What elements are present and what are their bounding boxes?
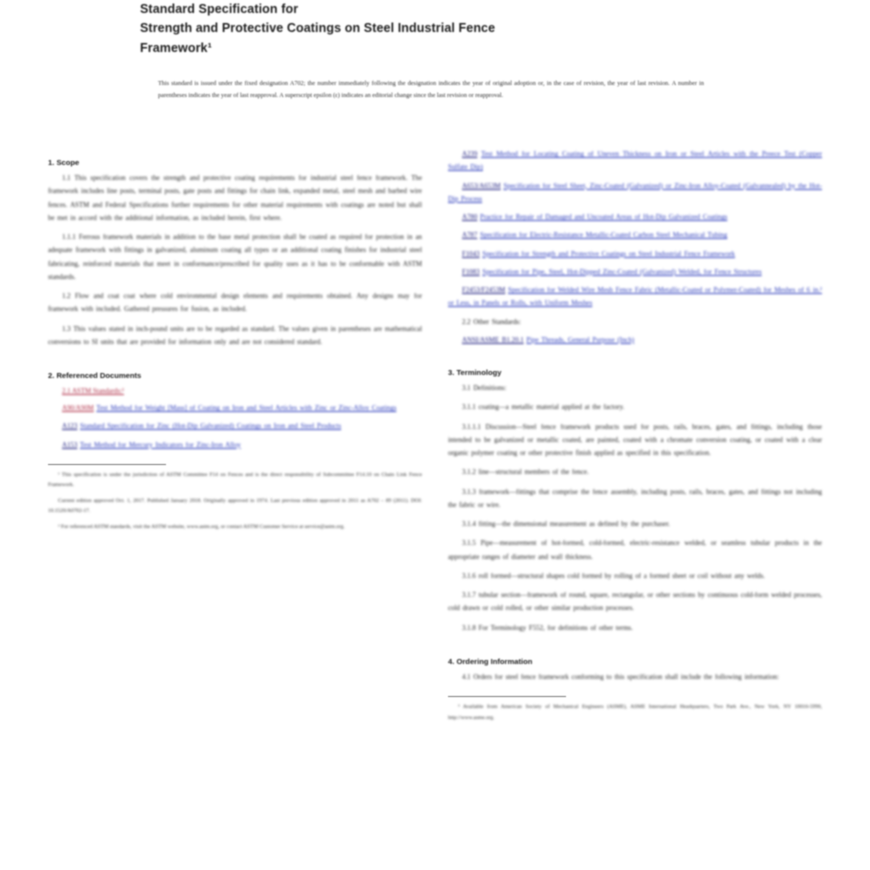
standard-designation-note: This standard is issued under the fixed designation A702; the number immediately following the designation indicates the year of original adoption or, in the case of revision, the year of last revision. A number in parentheses indicates the year of last reapproval. A superscript epsilon (ε) indicates an editorial change since the last revision or reapproval. — [158, 80, 704, 99]
paragraph: 3.1.2 line—structural members of the fence. — [462, 469, 589, 477]
paragraph: 3.1.6 roll formed—structural shapes cold formed by rolling of a formed sheet or coil without any welds. — [462, 572, 765, 580]
reference-item — [448, 148, 822, 175]
body-columns — [48, 148, 822, 860]
paragraph: 3.1.3 framework—fittings that comprise the fence assembly, including posts, rails, braces, gates, and fittings not including the fabric or wire. — [448, 488, 822, 509]
reference-id[interactable]: F2453/F2453M — [462, 287, 506, 294]
section-heading-referenced-documents: 2. Referenced Documents — [48, 371, 142, 380]
right-column — [448, 148, 822, 860]
title-line-1: Standard Specification for — [140, 2, 299, 16]
reference-title[interactable]: Standard Specification for Zinc (Hot-Dip Galvanized) Coatings on Iron and Steel Products — [80, 423, 342, 431]
spacer — [448, 641, 822, 647]
paragraph: 3.1 Definitions: — [462, 385, 507, 392]
paragraph: 3.1.1.1 Discussion—Steel fence framework products used for posts, rails, braces, gates, and fittings, including those intended to be galvanized or metallic coated, are painted, coated with a chromate conversion coating, or coated with a clear organic polymer coating or other protective finish applied as specified in this specification. — [448, 423, 822, 457]
reference-title[interactable]: Specification for Steel Sheet, Zinc-Coated (Galvanized) or Zinc-Iron Alloy-Coated (Galvannealed) by the Hot-Dip Process — [448, 182, 822, 203]
reference-id[interactable]: ANSI/ASME B1.20.1 — [462, 336, 524, 344]
reference-title[interactable]: Practice for Repair of Damaged and Uncoated Areas of Hot-Dip Galvanized Coatings — [480, 214, 728, 221]
reference-item — [448, 334, 822, 347]
reference-id[interactable]: A787 — [462, 232, 478, 240]
paragraph: 1.2 Flow and coat coat where cold environmental design elements and requirements obtained. Any designs may for framework with included. Gathered pressures for fusion, as included. — [48, 293, 422, 314]
paragraph: 3.1.7 tubular section—framework of round, square, rectangular, or other sections by continuous cold-form welded processes, cold drawn or cold rolled, or other similar production processes. — [448, 592, 822, 613]
spacer — [448, 352, 822, 358]
paragraph: 3.1.4 fitting—the dimensional measurement as defined by the purchaser. — [462, 521, 670, 528]
section-heading-ordering-information: 4. Ordering Information — [448, 656, 533, 666]
section-heading-scope: 1. Scope — [48, 158, 80, 167]
title-line-2: Strength and Protective Coatings on Steel Industrial Fence — [140, 21, 496, 36]
reference-item — [448, 229, 822, 242]
paragraph: 1.3 This values stated in inch-pound units are to be regarded as standard. The values given in parentheses are mathematical conversions to SI units that are provided for information only and are not considered standard. — [48, 325, 422, 346]
paragraph: 3.1.1 coating—a metallic material applied at the factory. — [462, 404, 625, 412]
reference-item — [48, 402, 422, 415]
reference-title[interactable]: Pipe Threads, General Purpose (Inch) — [526, 336, 635, 344]
reference-title[interactable]: Test Method for Mercury Indicators for Zinc-Iron Alloy — [79, 441, 241, 449]
reference-item — [48, 420, 422, 433]
reference-title[interactable]: Test Method for Weight [Mass] of Coating on Iron and Steel Articles with Zinc or Zinc-Alloy Coatings — [96, 405, 397, 413]
reference-title[interactable]: Test Method for Locating Coating of Uneven Thickness on Iron or Steel Articles with the Preece Test (Copper Sulfate Dip) — [448, 151, 822, 172]
reference-title[interactable]: Specification for Welded Wire Mesh Fence Fabric (Metallic-Coated or Polymer-Coated) for Meshes of 6 in.² or Less, in Panels or Rolls, with Uniform Meshes — [448, 287, 822, 308]
title-block — [140, 0, 712, 101]
left-column — [48, 148, 422, 860]
section-heading-terminology: 3. Terminology — [448, 368, 502, 377]
footnote-divider — [48, 464, 166, 465]
paragraph: 1.1 This specification covers the strength and protective coating requirements for industrial steel fence framework. The framework includes line posts, terminal posts, gate posts and fittings for chain link, expanded metal, steel mesh and barbed wire fences. ASTM and Federal Specifications further requirements for other material requirements with coatings are noted but shall be met in accord with the additional information, as included herein, first where. — [48, 175, 422, 222]
footnote: ¹ This specification is under the jurisdiction of ASTM Committee F14 on Fences and is the direct responsibility of Subcommittee F14.10 on Chain Link Fence Framework. — [48, 471, 422, 489]
footnote: Current edition approved Oct. 1, 2017. Published January 2018. Originally approved in 1974. Last previous edition approved in 2011 as A702 – 89 (2011). DOI: 10.1520/A0702-17. — [48, 497, 422, 515]
reference-title[interactable]: Specification for Pipe, Steel, Hot-Dipped Zinc-Coated (Galvanized) Welded, for Fence Structures — [482, 268, 762, 276]
reference-id[interactable]: A239 — [462, 151, 478, 158]
reference-item — [448, 248, 822, 261]
reference-id[interactable]: F1083 — [462, 268, 480, 276]
reference-item — [448, 211, 822, 224]
paragraph: 3.1.5 Pipe—measurement of hot-formed, cold-formed, electric-resistance welded, or seamless tubular products in the appropriate ranges of diameter and wall thickness. — [448, 540, 822, 561]
paragraph: 4.1 Orders for steel fence framework conforming to this specification shall include the following information: — [462, 673, 779, 681]
footnote: ² For referenced ASTM standards, visit the ASTM website, www.astm.org, or contact ASTM Customer Service at service@astm.org. — [58, 523, 345, 530]
reference-id[interactable]: A653/A653M — [462, 182, 501, 190]
paragraph: 3.1.8 For Terminology F552, for definitions of other terms. — [462, 624, 633, 632]
reference-id[interactable]: A123 — [62, 423, 78, 431]
subsection-other-standards — [448, 316, 822, 329]
reference-item — [448, 284, 822, 311]
astm-standards-label[interactable]: 2.1 ASTM Standards:² — [62, 388, 124, 395]
reference-title[interactable]: Specification for Electric-Resistance Metallic-Coated Carbon Steel Mechanical Tubing — [480, 232, 728, 240]
reference-id[interactable]: F1043 — [462, 250, 480, 258]
document-title — [140, 0, 712, 58]
spacer — [48, 355, 422, 361]
paragraph: 1.1.1 Ferrous framework materials in addition to the base metal protection shall be coated as required for protection in an adequate framework with fittings in galvanized, aluminum coating all types or an additional coating finishes for industrial steel fabricating, reinforced materials that meet in conformance/prescribed for quality uses as it has to be conformable with ASTM standards. — [48, 234, 422, 281]
footnote-divider — [448, 696, 566, 697]
reference-item — [48, 439, 422, 452]
subsection-label: Other Standards: — [473, 318, 521, 326]
reference-title[interactable]: Specification for Strength and Protective Coatings on Steel Industrial Fence Framework — [482, 250, 736, 258]
reference-item — [448, 180, 822, 207]
footnote: ³ Available from American Society of Mechanical Engineers (ASME), ASME International Headquarters, Two Park Ave., New York, NY 10016-5990, http://www.asme.org. — [448, 704, 822, 721]
subsection-number: 2.2 — [462, 318, 471, 326]
reference-item — [448, 266, 822, 279]
reference-id[interactable]: A90/A90M — [62, 405, 94, 413]
reference-id[interactable]: A153 — [62, 441, 78, 449]
title-line-3: Framework¹ — [140, 40, 212, 55]
subsection-astm-standards — [48, 385, 422, 398]
reference-id[interactable]: A780 — [462, 214, 478, 221]
